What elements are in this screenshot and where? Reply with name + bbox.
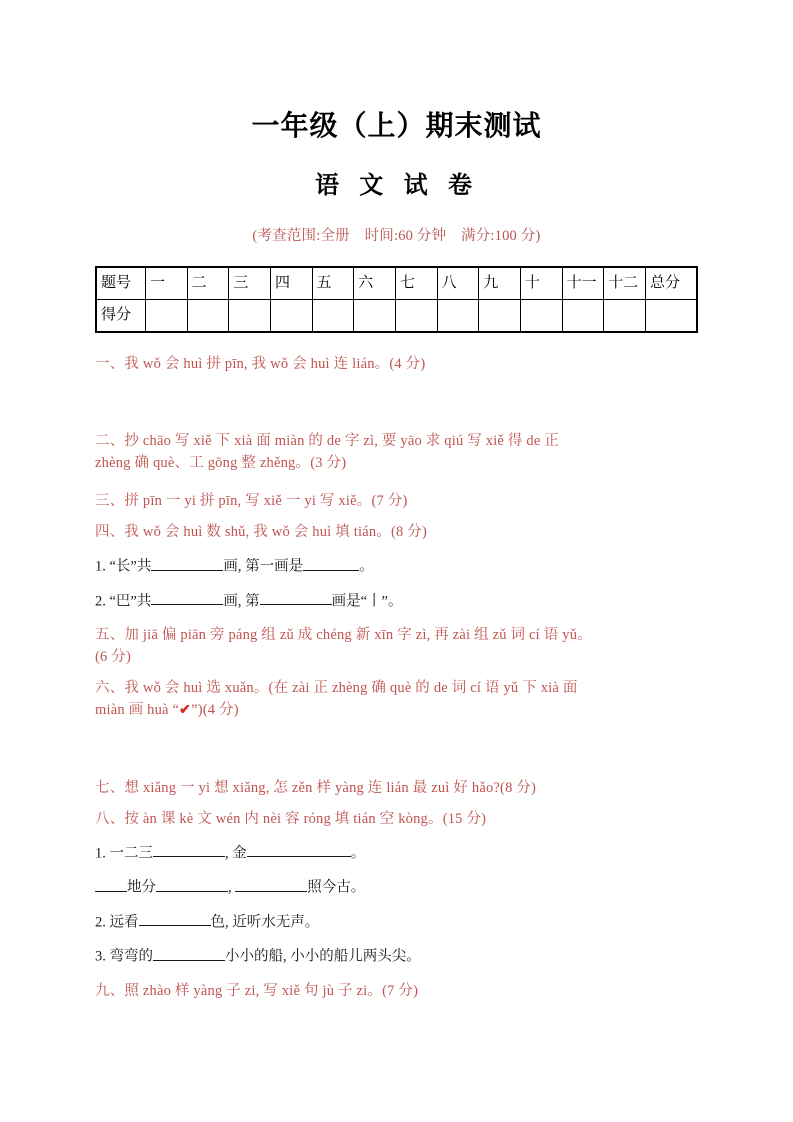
answer-blank-q8-1-b[interactable] <box>247 842 351 858</box>
answer-blank-q8-2-a[interactable] <box>139 911 211 927</box>
score-table <box>95 266 698 333</box>
question-4-line-1: 四、我 wǒ 会 huì 数 shǔ, 我 wǒ 会 huì 填 tián。(8 分) <box>95 524 428 541</box>
exam-meta-info: (考查范围:全册 时间:60 分钟 满分:100 分) <box>252 228 541 244</box>
question-8-item-3-text-b: 小小的船, 小小的船儿两头尖。 <box>225 948 421 965</box>
question-5-line-2: (6 分) <box>95 649 132 666</box>
score-cell-4[interactable] <box>270 300 312 333</box>
question-8-item-1-line-1 <box>95 842 698 865</box>
question-7 <box>95 777 698 799</box>
answer-blank-q8-1-e[interactable] <box>235 876 307 892</box>
question-9 <box>95 980 698 1002</box>
question-2 <box>95 430 698 474</box>
col-header-9: 九 <box>479 267 521 300</box>
answer-blank-q8-1-c[interactable] <box>95 876 127 892</box>
question-5-line-1: 五、加 jiā 偏 piān 旁 páng 组 zǔ 成 chéng 新 xīn 字 zì, 再 zài 组 zǔ 词 cí 语 yǔ。 <box>95 627 592 644</box>
question-4 <box>95 521 698 543</box>
question-3-line-1: 三、拼 pīn 一 yi 拼 pīn, 写 xiě 一 yi 写 xiě。(7 分) <box>95 493 408 510</box>
question-6-line-2-text-a: miàn 画 huà “ <box>95 702 180 719</box>
question-4-item-1-text-a: 1. “长”共 <box>95 558 152 575</box>
question-8-item-1-text-c: 。 <box>350 845 366 862</box>
answer-blank-q8-3-a[interactable] <box>153 945 225 961</box>
question-4-item-1-text-b: 画, 第一画是 <box>223 558 304 575</box>
question-8-item-2-text-b: 色, 近听水无声。 <box>210 914 320 931</box>
col-header-11: 十一 <box>562 267 604 300</box>
question-8-item-1-text-d: 地分 <box>127 879 156 896</box>
score-cell-11[interactable] <box>562 300 604 333</box>
table-row-header <box>96 267 697 300</box>
question-4-item-2-text-b: 画, 第 <box>223 593 260 610</box>
question-8-item-1 <box>95 842 698 865</box>
question-3 <box>95 490 698 512</box>
col-header-6: 六 <box>354 267 396 300</box>
question-8-item-1-text-f: 照今古。 <box>307 879 366 896</box>
question-6 <box>95 677 698 721</box>
score-table-container <box>95 266 698 333</box>
question-8-item-1-text-b: , 金 <box>225 845 247 862</box>
question-2-line-2: zhèng 确 què、工 gōng 整 zhěng。(3 分) <box>95 455 347 472</box>
question-4-item-1 <box>95 555 698 578</box>
check-mark-icon: ✔ <box>179 703 192 719</box>
answer-blank-q4-1-b[interactable] <box>303 555 359 571</box>
score-cell-1[interactable] <box>146 300 188 333</box>
question-6-line-1: 六、我 wǒ 会 huì 选 xuǎn。(在 zài 正 zhèng 确 què 的 de 词 cí 语 yǔ 下 xià 面 <box>95 680 578 697</box>
row-label-question-number: 题号 <box>96 267 146 300</box>
score-cell-5[interactable] <box>312 300 354 333</box>
question-6-line-2 <box>95 699 698 721</box>
score-cell-9[interactable] <box>479 300 521 333</box>
question-1-line-1: 一、我 wǒ 会 huì 拼 pīn, 我 wǒ 会 huì 连 lián。(4 分) <box>95 356 426 372</box>
col-header-2: 二 <box>187 267 229 300</box>
question-5 <box>95 624 698 668</box>
question-8-item-2 <box>95 911 698 934</box>
question-8-item-1-text-e: , <box>228 879 236 896</box>
question-8-item-3-text-a: 3. 弯弯的 <box>95 948 153 965</box>
score-cell-6[interactable] <box>354 300 396 333</box>
question-8-item-1-continued <box>95 876 698 899</box>
col-header-total: 总分 <box>646 267 698 300</box>
question-4-item-2-text-a: 2. “巴”共 <box>95 593 152 610</box>
score-cell-2[interactable] <box>187 300 229 333</box>
score-cell-3[interactable] <box>229 300 271 333</box>
col-header-5: 五 <box>312 267 354 300</box>
score-cell-10[interactable] <box>520 300 562 333</box>
col-header-4: 四 <box>270 267 312 300</box>
question-9-line-1: 九、照 zhào 样 yàng 子 zi, 写 xiě 句 jù 子 zi。(7 分) <box>95 982 419 999</box>
question-2-line-1: 二、抄 chāo 写 xiě 下 xià 面 miàn 的 de 字 zì, 要 yāo 求 qiú 写 xiě 得 de 正 <box>95 433 560 450</box>
score-cell-7[interactable] <box>395 300 437 333</box>
question-8-item-3 <box>95 945 698 968</box>
score-cell-12[interactable] <box>604 300 646 333</box>
question-8-line-1: 八、按 àn 课 kè 文 wén 内 nèi 容 róng 填 tián 空 kòng。(15 分) <box>95 810 487 827</box>
page-subtitle: 语 文 试 卷 <box>314 171 479 199</box>
question-6-line-2-text-b: ”)(4 分) <box>191 702 239 719</box>
answer-blank-q8-1-a[interactable] <box>153 842 225 858</box>
answer-blank-q4-1-a[interactable] <box>151 555 223 571</box>
row-label-score: 得分 <box>96 300 146 333</box>
question-8-item-2-text-a: 2. 远看 <box>95 914 139 931</box>
col-header-7: 七 <box>395 267 437 300</box>
answer-blank-q4-2-b[interactable] <box>260 590 332 606</box>
question-4-item-2 <box>95 590 698 613</box>
score-cell-total[interactable] <box>646 300 698 333</box>
answer-blank-q8-1-d[interactable] <box>156 876 228 892</box>
col-header-10: 十 <box>520 267 562 300</box>
question-4-item-2-text-c: 画是“丨”。 <box>331 593 403 610</box>
col-header-12: 十二 <box>604 267 646 300</box>
question-1 <box>95 353 698 375</box>
question-4-item-1-text-c: 。 <box>359 558 374 575</box>
answer-blank-q4-2-a[interactable] <box>151 590 223 606</box>
page-title: 一年级（上）期末测试 <box>251 109 542 142</box>
col-header-8: 八 <box>437 267 479 300</box>
question-7-line-1: 七、想 xiǎng 一 yi 想 xiǎng, 怎 zěn 样 yàng 连 lián 最 zuì 好 hǎo?(8 分) <box>95 779 537 796</box>
col-header-1: 一 <box>146 267 188 300</box>
score-cell-8[interactable] <box>437 300 479 333</box>
table-row-scores <box>96 300 697 333</box>
question-8 <box>95 808 698 830</box>
question-8-item-1-text-a: 1. 一二三 <box>95 845 153 862</box>
col-header-3: 三 <box>229 267 271 300</box>
